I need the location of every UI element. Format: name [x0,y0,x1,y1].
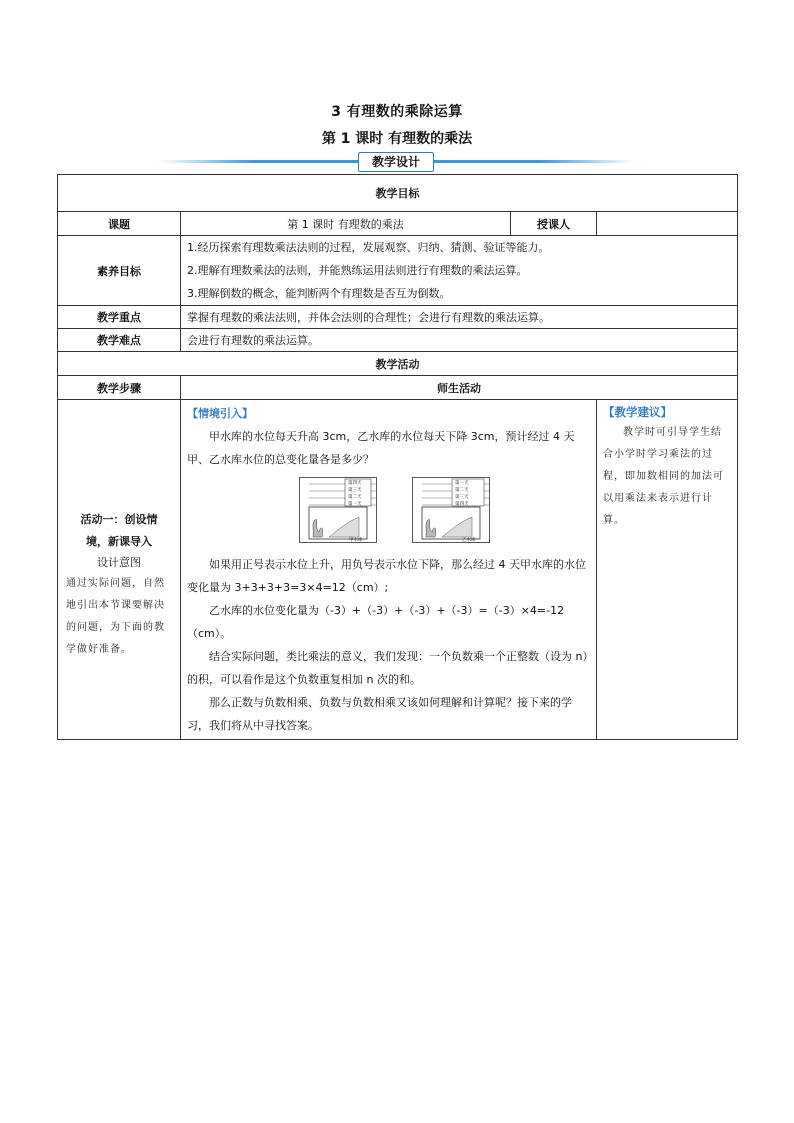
goal-item: 3.理解倒数的概念，能判断两个有理数是否互为倒数。 [187,287,451,300]
reservoir-b-row: 第一天 [455,481,469,486]
reservoir-a-row: 第四天 [348,481,362,486]
reservoir-a-explanation: 如果用正号表示水位上升，用负号表示水位下降，那么经过 4 天甲水库的水位变化量为 3+3+3+3=3×4=12（cm）; [187,558,586,594]
goals-section-header: 教学目标 [58,175,738,212]
document-title: 3 有理数的乘除运算 [331,104,463,120]
activity-1-name-line2: 境，新课导入 [86,534,152,548]
section-banner [160,150,635,176]
literacy-goals-list [181,236,738,306]
difficult-points-value: 会进行有理数的乘法运算。 [181,329,738,352]
teaching-suggestion-text: 教学时可引导学生结合小学时学习乘法的过程，即加数相同的加法可以用乘法来表示进行计算。 [603,427,724,526]
topic-row [58,212,738,236]
activities-section-row [58,352,738,376]
reservoir-b-row: 第四天 [455,502,469,507]
reservoir-figures [187,477,590,547]
steps-label: 教学步骤 [58,376,181,400]
goal-item: 1.经历探索有理数乘法法则的过程，发展观察、归纳、猜测、验证等能力。 [187,241,550,254]
key-points-value: 掌握有理数的乘法法则，并体会法则的合理性；会进行有理数的乘法运算。 [181,306,738,329]
goals-section-row [58,175,738,212]
discovery-text: 结合实际问题，类比乘法的意义，我们发现：一个负数乘一个正整数（设为 n）的积，可以看作是这个负数重复相加 n 次的和。 [187,650,588,686]
difficult-points-label: 教学难点 [58,329,181,352]
banner-label: 教学设计 [358,152,434,172]
reservoir-a-row: 第二天 [348,495,362,500]
activity-1-step-cell [58,400,181,740]
situation-intro-heading: 【情境引入】 [187,407,253,420]
difficult-points-row [58,329,738,352]
teaching-suggestion-heading: 【教学建议】 [603,405,672,419]
key-points-label: 教学重点 [58,306,181,329]
design-intent-text: 通过实际问题，自然地引出本节课要解决的问题，为下面的教学做好准备。 [66,577,165,655]
lesson-plan-table [57,174,738,740]
reservoir-b-row: 第二天 [455,488,469,493]
activities-header-row [58,376,738,400]
reservoir-a-row: 第一天 [348,502,362,507]
reservoir-a-caption: 甲水库 [349,538,363,543]
reservoir-b-figure [412,477,490,543]
literacy-goals-row [58,236,738,306]
activities-section-header: 教学活动 [58,352,738,376]
reservoir-b-explanation: 乙水库的水位变化量为（-3）+（-3）+（-3）+（-3）=（-3）×4=-12（cm）。 [187,604,565,640]
teacher-label: 授课人 [511,212,597,236]
teacher-student-label: 师生活动 [181,376,738,400]
transition-text: 那么正数与负数相乘、负数与负数相乘又该如何理解和计算呢？接下来的学习，我们将从中寻找答案。 [187,696,572,732]
reservoir-a-row: 第三天 [348,488,362,493]
design-intent-label: 设计意图 [97,555,141,569]
goal-item: 2.理解有理数乘法的法则，并能熟练运用法则进行有理数的乘法运算。 [187,264,528,277]
activity-1-content-cell [181,400,597,740]
reservoir-b-caption: 乙水库 [462,538,476,543]
literacy-goals-label: 素养目标 [58,236,181,306]
lesson-subtitle: 第 1 课时 有理数的乘法 [321,131,473,147]
activity-1-name-line1: 活动一：创设情 [80,512,158,526]
topic-label: 课题 [58,212,181,236]
activity-1-row [58,400,738,740]
teacher-value [597,212,738,236]
problem-text: 甲水库的水位每天升高 3cm，乙水库的水位每天下降 3cm，预计经过 4 天甲、乙水库水位的总变化量各是多少？ [187,430,575,466]
key-points-row [58,306,738,329]
topic-value: 第 1 课时 有理数的乘法 [181,212,511,236]
reservoir-b-row: 第三天 [455,495,469,500]
reservoir-a-figure [299,477,377,543]
teaching-suggestion-cell [597,400,738,740]
